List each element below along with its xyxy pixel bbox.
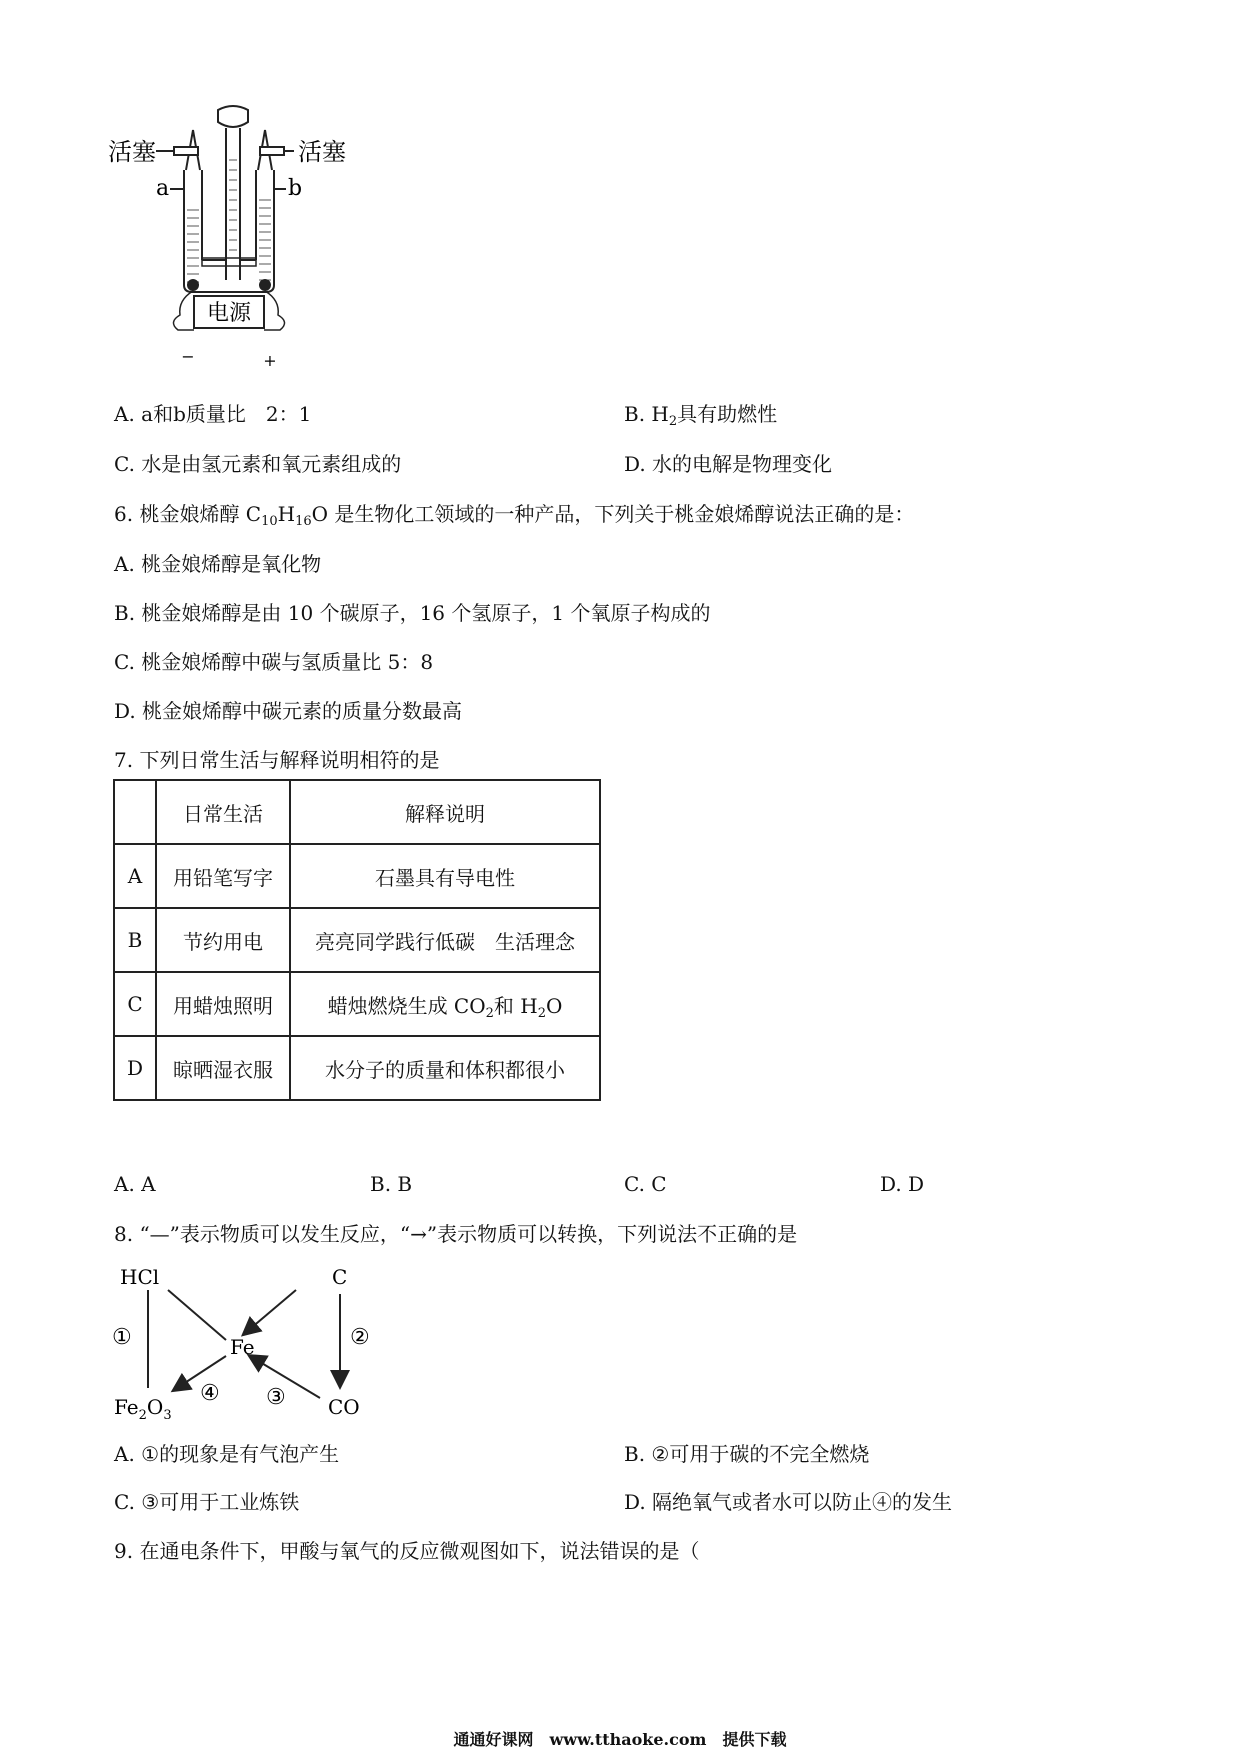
page-footer: 通通好课网 www.tthaoke.com 提供下载: [453, 1730, 787, 1749]
valve-left-label: 活塞: [108, 138, 156, 166]
q8-option-a[interactable]: A. ①的现象是有气泡产生: [114, 1442, 340, 1466]
table-cell-life: 用铅笔写字: [156, 844, 290, 908]
cell-text-b: 和 H: [493, 993, 538, 1018]
q8-option-d[interactable]: D. 隔绝氧气或者水可以防止④的发生: [624, 1490, 953, 1514]
table-header-life: 日常生活: [156, 780, 290, 844]
table-cell-key: D: [114, 1036, 156, 1100]
table-cell-key: B: [114, 908, 156, 972]
q6-option-b[interactable]: B. 桃金娘烯醇是由 10 个碳原子，16 个氢原子，1 个氧原子构成的: [114, 601, 711, 625]
q9-stem: 9. 在通电条件下，甲酸与氧气的反应微观图如下，说法错误的是（: [114, 1539, 700, 1563]
table-header-explanation: 解释说明: [290, 780, 600, 844]
cell-sub-1: 2: [485, 1005, 494, 1021]
fe2o3-sub-1: 2: [138, 1408, 147, 1422]
q5-option-b-prefix: B. H: [624, 402, 669, 426]
table-cell: [114, 780, 156, 844]
tube-b-label: b: [288, 176, 303, 201]
electrolysis-apparatus-figure: [108, 100, 408, 385]
q7-table: [113, 779, 601, 1101]
q6-stem-b: H: [277, 502, 296, 526]
cell-sub-2: 2: [537, 1005, 547, 1021]
table-row: [114, 1036, 600, 1100]
q5-option-d[interactable]: D. 水的电解是物理变化: [624, 452, 833, 476]
q6-option-c[interactable]: C. 桃金娘烯醇中碳与氢质量比 5：8: [114, 650, 434, 674]
q8-option-b[interactable]: B. ②可用于碳的不完全燃烧: [624, 1442, 870, 1466]
q6-option-d[interactable]: D. 桃金娘烯醇中碳元素的质量分数最高: [114, 699, 463, 723]
table-row: [114, 908, 600, 972]
q8-stem: 8. “—”表示物质可以发生反应，“→”表示物质可以转换，下列说法不正确的是: [114, 1222, 798, 1246]
hcl-label: HCl: [120, 1265, 160, 1289]
table-cell-explanation: [290, 972, 600, 1036]
table-cell-life: 用蜡烛照明: [156, 972, 290, 1036]
marker-1: ①: [112, 1325, 132, 1350]
table-cell-explanation: 亮亮同学践行低碳 生活理念: [290, 908, 600, 972]
q6-stem-c: O 是生物化工领域的一种产品，下列关于桃金娘烯醇说法正确的是：: [311, 502, 915, 526]
plus-label: +: [263, 351, 277, 370]
q5-option-c[interactable]: C. 水是由氢元素和氧元素组成的: [114, 452, 402, 476]
q8-option-c[interactable]: C. ③可用于工业炼铁: [114, 1490, 300, 1514]
valve-right-label: 活塞: [298, 138, 346, 166]
table-cell-life: 节约用电: [156, 908, 290, 972]
table-cell-key: C: [114, 972, 156, 1036]
table-cell-explanation: 石墨具有导电性: [290, 844, 600, 908]
q5-option-a[interactable]: A. a和b质量比 2：1: [114, 402, 312, 426]
q6-stem-sub1: 10: [261, 514, 278, 529]
q5-option-b-sub: 2: [668, 414, 678, 429]
marker-2: ②: [350, 1325, 370, 1350]
fe2o3-part-b: O: [146, 1395, 164, 1419]
q7-option-d[interactable]: D. D: [880, 1172, 925, 1196]
table-cell-explanation: 水分子的质量和体积都很小: [290, 1036, 600, 1100]
tube-a-label: a: [156, 176, 170, 201]
marker-3: ③: [266, 1385, 286, 1410]
marker-4: ④: [200, 1381, 220, 1406]
q7-option-a[interactable]: A. A: [114, 1172, 156, 1196]
table-cell-life: 晾晒湿衣服: [156, 1036, 290, 1100]
q7-option-c[interactable]: C. C: [624, 1172, 667, 1196]
table-cell-key: A: [114, 844, 156, 908]
fe2o3-sub-2: 3: [163, 1408, 172, 1422]
table-row: [114, 780, 600, 844]
co-label: CO: [328, 1395, 360, 1419]
q6-stem-a: 6. 桃金娘烯醇 C: [114, 502, 262, 526]
fe2o3-label: [114, 1395, 172, 1422]
q5-option-b-suffix: 具有助燃性: [677, 402, 778, 426]
cell-text-c: O: [546, 993, 563, 1018]
q7-stem: 7. 下列日常生活与解释说明相符的是: [114, 748, 440, 772]
cell-text-a: 蜡烛燃烧生成 CO: [327, 993, 486, 1018]
q7-option-b[interactable]: B. B: [370, 1172, 413, 1196]
fe2o3-part-a: Fe: [114, 1395, 139, 1419]
table-row: [114, 972, 600, 1036]
q6-stem-sub2: 16: [295, 514, 312, 529]
q6-option-a[interactable]: A. 桃金娘烯醇是氧化物: [114, 552, 322, 576]
table-row: [114, 844, 600, 908]
minus-label: −: [181, 347, 195, 366]
q8-reaction-diagram: [108, 1262, 408, 1422]
fe-label: Fe: [230, 1335, 255, 1359]
q6-stem: [114, 502, 915, 529]
power-label: 电源: [206, 301, 252, 326]
q5-option-b[interactable]: [624, 402, 778, 429]
c-label: C: [332, 1265, 348, 1289]
